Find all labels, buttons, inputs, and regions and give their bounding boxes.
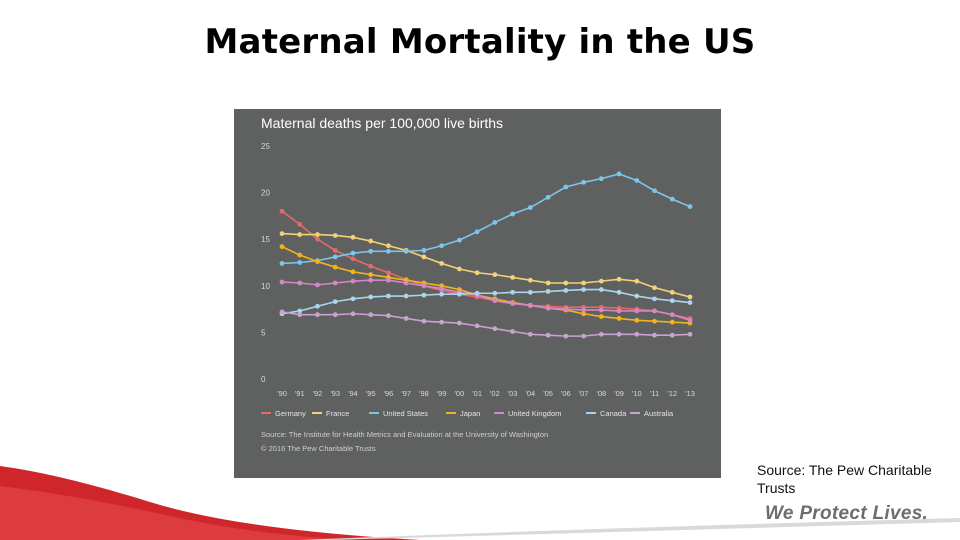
data-point xyxy=(315,237,320,242)
y-tick-label: 0 xyxy=(261,375,266,384)
data-point xyxy=(386,249,391,254)
data-point xyxy=(492,220,497,225)
data-point xyxy=(368,249,373,254)
series-line xyxy=(282,174,690,263)
data-point xyxy=(315,312,320,317)
data-point xyxy=(492,298,497,303)
data-point xyxy=(528,290,533,295)
y-tick-label: 15 xyxy=(261,235,270,245)
data-point xyxy=(510,301,515,306)
data-point xyxy=(333,248,338,253)
legend-item xyxy=(261,409,306,418)
legend-label: Japan xyxy=(460,409,481,418)
data-point xyxy=(599,308,604,313)
x-tick-label: '07 xyxy=(578,389,589,398)
data-point xyxy=(475,323,480,328)
x-tick-label: '00 xyxy=(454,389,465,398)
data-point xyxy=(688,204,693,209)
data-point xyxy=(546,289,551,294)
data-point xyxy=(581,180,586,185)
footer-swoosh xyxy=(0,440,960,540)
series-australia xyxy=(280,309,693,338)
data-point xyxy=(333,312,338,317)
data-point xyxy=(599,279,604,284)
series-line xyxy=(282,234,690,297)
data-point xyxy=(280,309,285,314)
x-tick-label: '94 xyxy=(348,389,358,398)
data-point xyxy=(368,312,373,317)
legend xyxy=(261,409,674,418)
data-point xyxy=(617,172,622,177)
data-point xyxy=(351,256,356,261)
x-tick-label: '98 xyxy=(419,389,429,398)
data-point xyxy=(351,311,356,316)
data-point xyxy=(368,295,373,300)
data-point xyxy=(563,307,568,312)
data-point xyxy=(439,320,444,325)
data-point xyxy=(617,332,622,337)
series-canada xyxy=(280,287,693,316)
y-tick-label: 25 xyxy=(261,142,270,151)
legend-label: Australia xyxy=(644,409,674,418)
data-point xyxy=(528,332,533,337)
data-point xyxy=(652,319,657,324)
data-point xyxy=(670,312,675,317)
data-point xyxy=(351,251,356,256)
x-tick-label: '99 xyxy=(436,389,447,398)
data-point xyxy=(333,255,338,260)
data-point xyxy=(333,265,338,270)
data-point xyxy=(297,260,302,265)
data-point xyxy=(297,253,302,258)
data-point xyxy=(652,188,657,193)
series-france xyxy=(280,231,693,299)
data-point xyxy=(617,290,622,295)
data-point xyxy=(510,290,515,295)
data-point xyxy=(546,333,551,338)
data-point xyxy=(670,298,675,303)
data-point xyxy=(670,197,675,202)
data-point xyxy=(652,285,657,290)
data-point xyxy=(386,294,391,299)
x-tick-label: '03 xyxy=(507,389,518,398)
x-tick-label: '90 xyxy=(277,389,287,398)
series-japan xyxy=(280,244,693,325)
data-point xyxy=(652,296,657,301)
data-point xyxy=(297,281,302,286)
data-point xyxy=(280,244,285,249)
series-germany xyxy=(280,209,693,321)
data-point xyxy=(351,235,356,240)
x-tick-label: '04 xyxy=(525,389,536,398)
data-point xyxy=(563,334,568,339)
data-point xyxy=(634,332,639,337)
x-tick-label: '97 xyxy=(401,389,412,398)
legend-item xyxy=(446,409,480,418)
x-tick-label: '08 xyxy=(596,389,607,398)
data-point xyxy=(422,293,427,298)
data-point xyxy=(581,334,586,339)
data-point xyxy=(315,259,320,264)
x-tick-label: '96 xyxy=(383,389,394,398)
data-point xyxy=(581,287,586,292)
data-point xyxy=(688,332,693,337)
data-point xyxy=(404,281,409,286)
series-line xyxy=(282,290,690,314)
data-point xyxy=(510,212,515,217)
data-point xyxy=(670,333,675,338)
data-point xyxy=(475,229,480,234)
line-chart xyxy=(234,109,721,478)
chart-source-annotation: Source: The Institute for Health Metrics and Evaluation at the University of Washington xyxy=(261,430,549,439)
legend-label: United Kingdom xyxy=(508,409,562,418)
data-point xyxy=(688,295,693,300)
data-point xyxy=(492,326,497,331)
data-point xyxy=(634,279,639,284)
data-point xyxy=(315,232,320,237)
data-point xyxy=(280,261,285,266)
data-point xyxy=(492,272,497,277)
x-axis-ticks xyxy=(277,389,695,398)
data-point xyxy=(368,239,373,244)
data-point xyxy=(386,278,391,283)
chart-title: Maternal deaths per 100,000 live births xyxy=(261,115,504,131)
data-point xyxy=(581,308,586,313)
data-point xyxy=(422,255,427,260)
data-point xyxy=(333,281,338,286)
x-tick-label: '09 xyxy=(614,389,624,398)
x-tick-label: '91 xyxy=(294,389,305,398)
data-point xyxy=(563,185,568,190)
legend-item xyxy=(369,409,428,418)
data-point xyxy=(439,261,444,266)
data-point xyxy=(599,176,604,181)
data-point xyxy=(528,205,533,210)
x-tick-label: '06 xyxy=(560,389,571,398)
x-tick-label: '95 xyxy=(365,389,376,398)
y-tick-label: 5 xyxy=(261,328,266,338)
data-point xyxy=(280,280,285,285)
y-tick-label: 10 xyxy=(261,281,270,291)
data-point xyxy=(368,278,373,283)
data-point xyxy=(634,294,639,299)
data-point xyxy=(546,195,551,200)
data-point xyxy=(652,333,657,338)
data-point xyxy=(617,309,622,314)
data-point xyxy=(422,319,427,324)
x-tick-label: '01 xyxy=(472,389,483,398)
data-point xyxy=(634,318,639,323)
legend-item xyxy=(586,409,627,418)
x-tick-label: '05 xyxy=(543,389,553,398)
data-point xyxy=(670,290,675,295)
legend-label: United States xyxy=(383,409,429,418)
x-tick-label: '93 xyxy=(330,389,341,398)
chart-panel xyxy=(234,109,721,478)
x-tick-label: '13 xyxy=(685,389,695,398)
data-point xyxy=(546,281,551,286)
data-point xyxy=(634,178,639,183)
data-point xyxy=(333,299,338,304)
data-point xyxy=(617,277,622,282)
data-point xyxy=(439,243,444,248)
legend-label: France xyxy=(326,409,350,418)
data-point xyxy=(333,233,338,238)
data-point xyxy=(386,243,391,248)
x-tick-label: '10 xyxy=(631,389,642,398)
data-point xyxy=(563,288,568,293)
data-point xyxy=(652,309,657,314)
y-axis-ticks xyxy=(261,142,270,384)
x-tick-label: '12 xyxy=(667,389,678,398)
data-point xyxy=(351,279,356,284)
legend-item xyxy=(494,409,561,418)
data-point xyxy=(475,291,480,296)
data-point xyxy=(581,281,586,286)
data-point xyxy=(422,283,427,288)
data-point xyxy=(422,248,427,253)
data-point xyxy=(404,294,409,299)
data-point xyxy=(475,270,480,275)
data-point xyxy=(315,282,320,287)
data-point xyxy=(599,332,604,337)
data-point xyxy=(492,291,497,296)
data-point xyxy=(386,313,391,318)
data-point xyxy=(280,231,285,236)
data-point xyxy=(688,300,693,305)
data-point xyxy=(546,306,551,311)
data-point xyxy=(404,316,409,321)
data-point xyxy=(634,309,639,314)
data-point xyxy=(351,269,356,274)
data-point xyxy=(368,272,373,277)
data-point xyxy=(510,275,515,280)
data-point xyxy=(599,287,604,292)
data-point xyxy=(351,296,356,301)
data-point xyxy=(563,281,568,286)
series-line xyxy=(282,312,690,336)
data-point xyxy=(297,232,302,237)
y-tick-label: 20 xyxy=(261,188,270,198)
series-layer xyxy=(280,172,693,339)
data-point xyxy=(404,249,409,254)
legend-item xyxy=(630,409,674,418)
data-point xyxy=(439,286,444,291)
data-point xyxy=(688,318,693,323)
data-point xyxy=(599,314,604,319)
data-point xyxy=(528,303,533,308)
data-point xyxy=(457,321,462,326)
series-united-states xyxy=(280,172,693,266)
data-point xyxy=(297,222,302,227)
x-tick-label: '92 xyxy=(312,389,323,398)
footer-slogan: We Protect Lives. xyxy=(765,503,929,524)
x-tick-label: '02 xyxy=(489,389,500,398)
chart-copyright-annotation: © 2016 The Pew Charitable Trusts xyxy=(261,444,376,453)
data-point xyxy=(457,292,462,297)
x-tick-label: '11 xyxy=(649,389,660,398)
data-point xyxy=(280,209,285,214)
data-point xyxy=(457,267,462,272)
legend-label: Canada xyxy=(600,409,627,418)
data-point xyxy=(439,292,444,297)
source-note: Source: The Pew Charitable Trusts xyxy=(757,462,932,496)
slide-title: Maternal Mortality in the US xyxy=(204,22,756,62)
data-point xyxy=(315,304,320,309)
data-point xyxy=(386,270,391,275)
legend-label: Germany xyxy=(275,409,306,418)
data-point xyxy=(670,320,675,325)
data-point xyxy=(528,278,533,283)
legend-item xyxy=(312,409,349,418)
data-point xyxy=(368,264,373,269)
data-point xyxy=(617,316,622,321)
data-point xyxy=(297,312,302,317)
data-point xyxy=(457,238,462,243)
data-point xyxy=(510,329,515,334)
